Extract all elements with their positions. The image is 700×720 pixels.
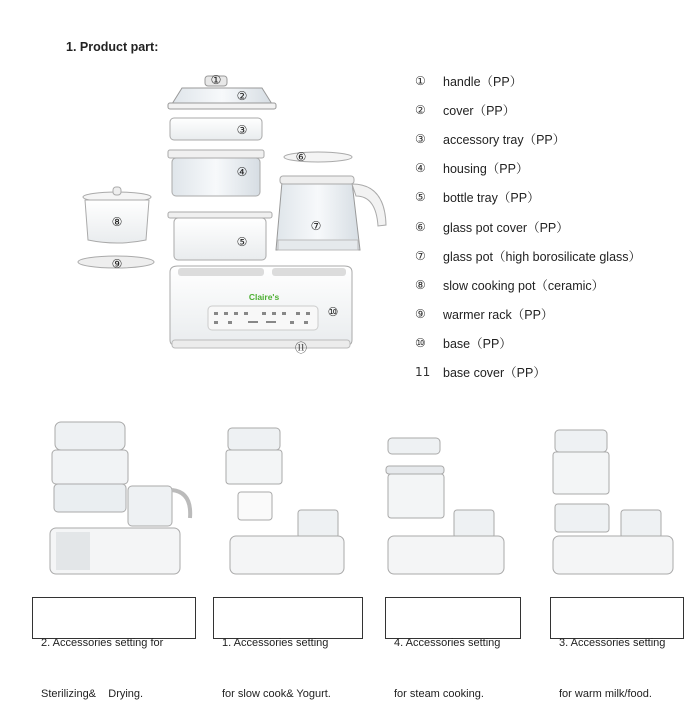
parts-list-item (415, 358, 700, 387)
part-number: ⑧ (415, 277, 426, 292)
part-number: 11 (415, 365, 431, 380)
parts-list-item (415, 300, 700, 329)
caption-line: 2. Accessories setting for (41, 637, 164, 649)
config-sterilizing-image (30, 420, 200, 580)
part-name: handle（PP） (443, 74, 523, 89)
config-steam-cooking-image (370, 420, 540, 580)
part-number: ② (415, 102, 426, 117)
config-warm-milk-image (535, 420, 700, 580)
parts-list-item (415, 95, 700, 124)
caption-line: 4. Accessories setting (394, 637, 501, 649)
config-slow-cook-image (200, 420, 370, 580)
part-number: ⑦ (415, 248, 426, 263)
caption-slow-cook (213, 597, 363, 700)
base-part (170, 266, 352, 346)
parts-list-item (415, 124, 700, 153)
caption-line: for slow cook& Yogurt. (222, 688, 331, 700)
parts-list-item (415, 241, 700, 270)
claires-logo (249, 292, 280, 302)
diagram-callout-label: ⑪ (294, 341, 308, 355)
part-number: ⑨ (415, 307, 426, 322)
parts-list-item (415, 270, 700, 299)
parts-list (415, 66, 700, 387)
housing-part (168, 150, 264, 196)
caption-steam-cooking (385, 597, 521, 700)
diagram-callout-label: ⑤ (236, 235, 248, 249)
parts-list-item (415, 66, 700, 95)
glass-pot-part (276, 176, 386, 250)
caption-line: Sterilizing& Drying. (41, 688, 144, 700)
diagram-callout-label: ① (210, 73, 222, 87)
diagram-callout-label: ⑧ (111, 215, 123, 229)
glass-pot-cover-part (284, 152, 352, 162)
part-name: bottle tray（PP） (443, 191, 540, 206)
diagram-callout-label: ② (236, 89, 248, 103)
diagram-callout-label: ⑦ (310, 219, 322, 233)
part-number: ⑩ (415, 336, 426, 351)
diagram-callout-label: ⑥ (295, 150, 307, 164)
caption-line: for steam cooking. (394, 688, 484, 700)
parts-list-item (415, 183, 700, 212)
part-name: warmer rack（PP） (443, 308, 554, 323)
diagram-callout-label: ④ (236, 165, 248, 179)
part-name: glass pot（high borosilicate glass） (443, 249, 642, 264)
parts-list-item (415, 212, 700, 241)
part-name: glass pot cover（PP） (443, 220, 569, 235)
accessory-tray-part (170, 118, 262, 140)
part-name: cover（PP） (443, 103, 516, 118)
caption-line: for warm milk/food. (559, 688, 652, 700)
part-name: accessory tray（PP） (443, 132, 566, 147)
bottle-tray-part (168, 212, 272, 260)
part-number: ④ (415, 161, 426, 176)
part-name: base（PP） (443, 337, 512, 352)
svg-text:Claire's: Claire's (248, 292, 280, 302)
part-name: slow cooking pot（ceramic） (443, 278, 605, 293)
caption-line: 1. Accessories setting (222, 637, 329, 649)
parts-list-item (415, 329, 700, 358)
base-cover-part (172, 340, 350, 348)
part-number: ⑥ (415, 219, 426, 234)
section-title: 1. Product part: (66, 40, 159, 54)
diagram-callout-label: ③ (236, 123, 248, 137)
part-number: ① (415, 73, 426, 88)
diagram-callout-label: ⑩ (327, 305, 339, 319)
part-name: base cover（PP） (443, 366, 546, 381)
part-name: housing（PP） (443, 162, 529, 177)
caption-warm-milk (550, 597, 684, 700)
cover-part (168, 88, 276, 109)
diagram-callout-label: ⑨ (111, 257, 123, 271)
caption-sterilizing (32, 597, 196, 700)
part-number: ③ (415, 131, 426, 146)
caption-line: 3. Accessories setting (559, 637, 666, 649)
parts-list-item (415, 154, 700, 183)
part-number: ⑤ (415, 190, 426, 205)
